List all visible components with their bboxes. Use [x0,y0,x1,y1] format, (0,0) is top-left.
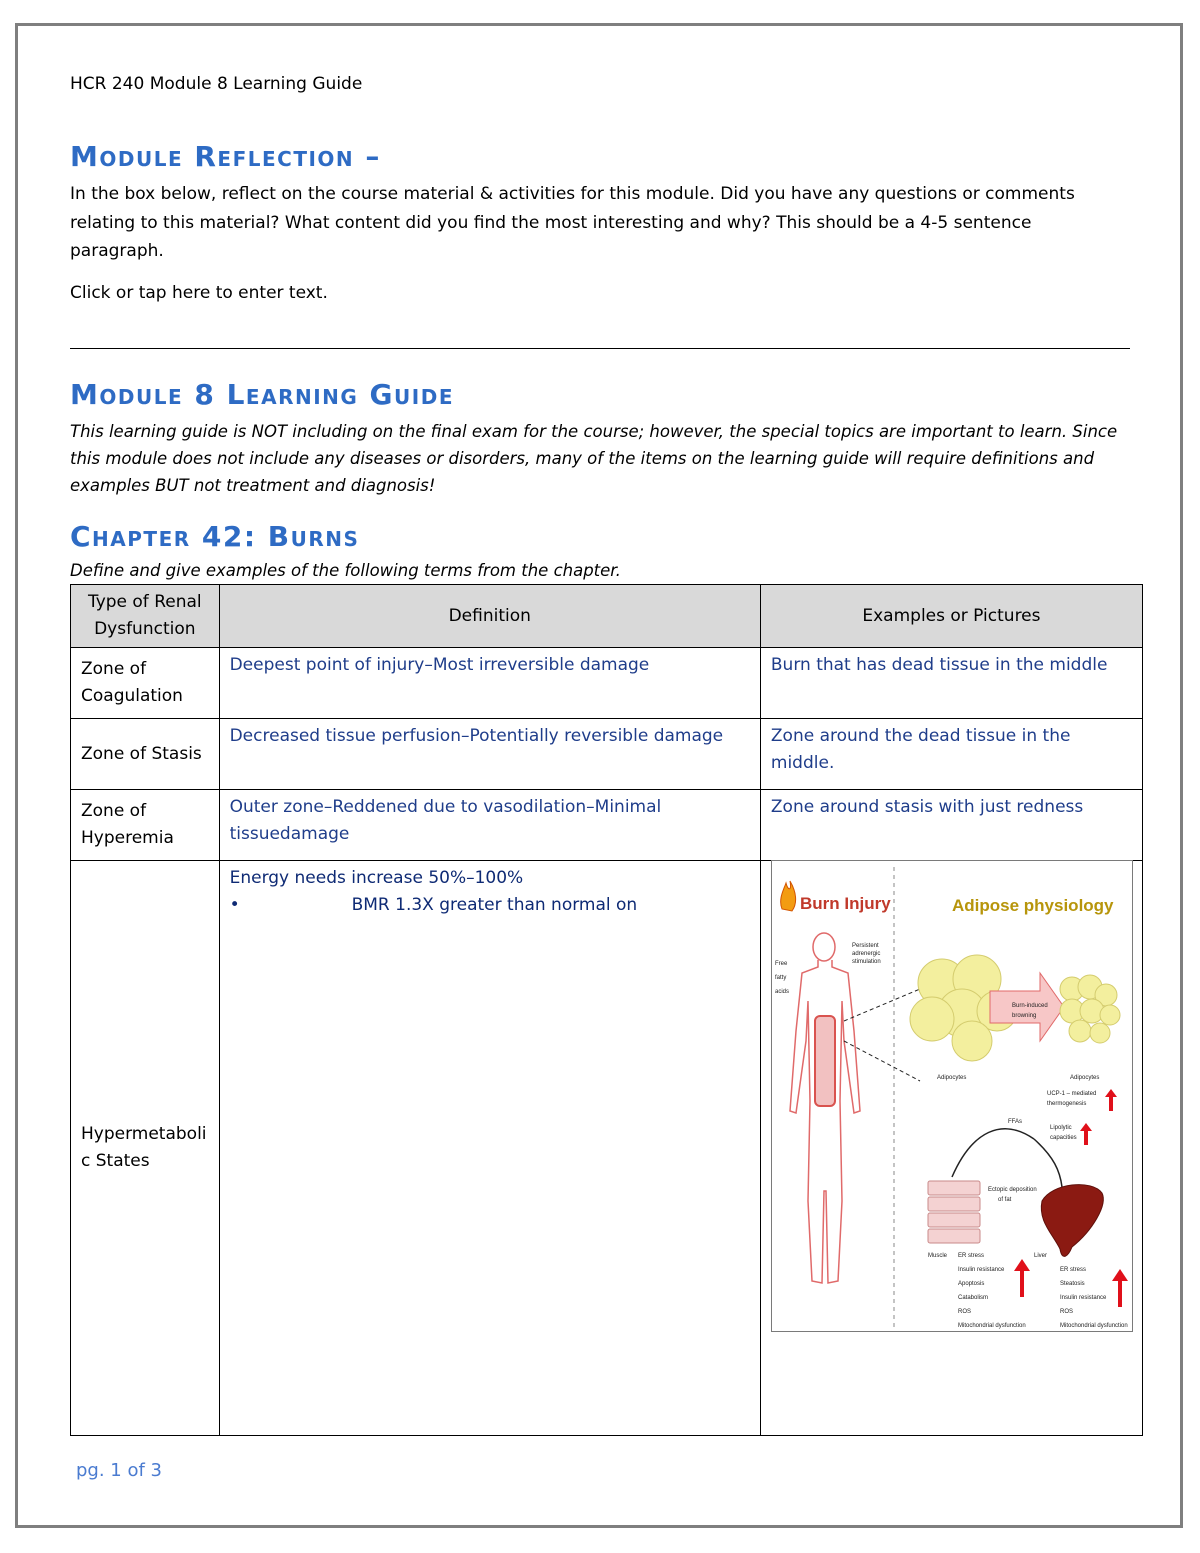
persistent-label-2: adrenergic [851,951,881,957]
muscle-effect: ROS [957,1309,971,1315]
burn-injury-title: Burn Injury [799,894,891,913]
hyper-line-1: Energy needs increase 50%–100% [229,868,524,888]
ectopic-label: Ectopic deposition [987,1187,1037,1193]
table-row [71,861,1143,1436]
connector-line [844,989,920,1021]
human-body-icon [790,933,860,1283]
row-term: Zone of Coagulation [71,648,220,719]
row-definition[interactable]: Decreased tissue perfusion–Potentially reversible damage [219,719,760,790]
row-term: Hypermetaboli c States [71,861,220,1436]
table-instruction: Define and give examples of the following terms from the chapter. [70,561,621,580]
ffa-label-2: fatty [774,975,787,981]
ffa-label-3: acids [774,989,789,995]
header-definition: Definition [219,585,760,648]
liver-effect: ROS [1059,1309,1073,1315]
terms-table [70,584,1143,1436]
adipocytes-right-label: Adipocytes [1069,1075,1100,1081]
hyper-line-2: BMR 1.3X greater than normal on [351,895,638,915]
running-header: HCR 240 Module 8 Learning Guide [70,74,363,94]
bullet-icon: • [229,895,240,915]
muscle-effect: ER stress [957,1253,984,1259]
persistent-label-3: stimulation [851,959,881,965]
muscle-effect: Mitochondrial dysfunction [957,1323,1026,1329]
table-header-row [71,585,1143,648]
ffa-label: Free [774,961,788,967]
ffa-flow-arrow-2 [1034,1139,1062,1187]
diagram-svg [772,861,1132,1331]
ffa-flow-arrow [952,1129,1034,1177]
up-arrow-icon [1014,1259,1030,1297]
table-row [71,648,1143,719]
reflection-prompt: In the box below, reflect on the course material & activities for this module. Did you have any questions or comments relating to this material? What content did you find the most interesting and why? This should be a 4-5 sentence paragraph. [70,184,1075,261]
adipocytes-left-label: Adipocytes [936,1075,967,1081]
section-divider [70,348,1130,349]
learning-guide-title: Module 8 Learning Guide [70,378,454,411]
muscle-effect: Insulin resistance [957,1267,1005,1273]
lipolytic-label: Lipolytic [1049,1125,1072,1131]
gut-shape [815,1016,835,1106]
browning-label: Burn-induced [1011,1003,1048,1009]
adipocyte-cluster-right [1060,975,1120,1043]
up-arrow-icon [1105,1089,1117,1111]
lipolytic-label-2: capacities [1049,1135,1077,1141]
row-example[interactable] [760,861,1142,1436]
muscle-effect: Catabolism [957,1295,988,1301]
ectopic-label-2: of fat [997,1197,1012,1203]
adipose-title: Adipose physiology [951,896,1114,915]
liver-effect: ER stress [1059,1267,1086,1273]
muscle-icon [928,1181,980,1243]
liver-icon [1041,1185,1103,1257]
muscle-effect: Apoptosis [957,1281,985,1287]
up-arrow-icon [1112,1269,1128,1307]
browning-label-2: browning [1011,1013,1037,1019]
ffas-label: FFAs [1007,1119,1022,1125]
learning-guide-intro: This learning guide is NOT including on the final exam for the course; however, the special topics are important to learn. Since this module does not include any diseases or disorders, many of the items on the learning guide will require definitions and examples BUT not treatment and diagnosis! [70,422,1118,495]
table-row [71,790,1143,861]
page-number: pg. 1 of 3 [76,1460,162,1481]
liver-label: Liver [1033,1253,1047,1259]
burn-adipose-diagram [771,860,1133,1332]
flame-icon [781,881,796,911]
muscle-effects-list [958,1253,1026,1329]
reflection-text-input[interactable]: Click or tap here to enter text. [70,283,328,303]
table-row [71,719,1143,790]
header-examples: Examples or Pictures [760,585,1142,648]
row-term: Zone of Hyperemia [71,790,220,861]
chapter-title: Chapter 42: Burns [70,520,360,553]
row-definition[interactable]: Outer zone–Reddened due to vasodilation–Minimal tissuedamage [219,790,760,861]
ucp-label-2: thermogenesis [1046,1101,1087,1107]
header-type: Type of Renal Dysfunction [71,585,220,648]
liver-effect: Steatosis [1059,1281,1085,1287]
row-example[interactable]: Zone around stasis with just redness [760,790,1142,861]
muscle-label: Muscle [927,1253,947,1259]
row-definition[interactable]: Deepest point of injury–Most irreversible damage [219,648,760,719]
liver-effect: Insulin resistance [1059,1295,1107,1301]
liver-effect: Mitochondrial dysfunction [1059,1323,1128,1329]
persistent-label: Persistent [851,943,879,949]
reflection-title: Module Reflection – [70,140,381,173]
row-term: Zone of Stasis [71,719,220,790]
row-example[interactable]: Burn that has dead tissue in the middle [760,648,1142,719]
up-arrow-icon [1080,1123,1092,1145]
row-example[interactable]: Zone around the dead tissue in the middle. [760,719,1142,790]
row-definition[interactable] [219,861,760,1436]
ucp-label: UCP-1 – mediated [1046,1091,1097,1097]
